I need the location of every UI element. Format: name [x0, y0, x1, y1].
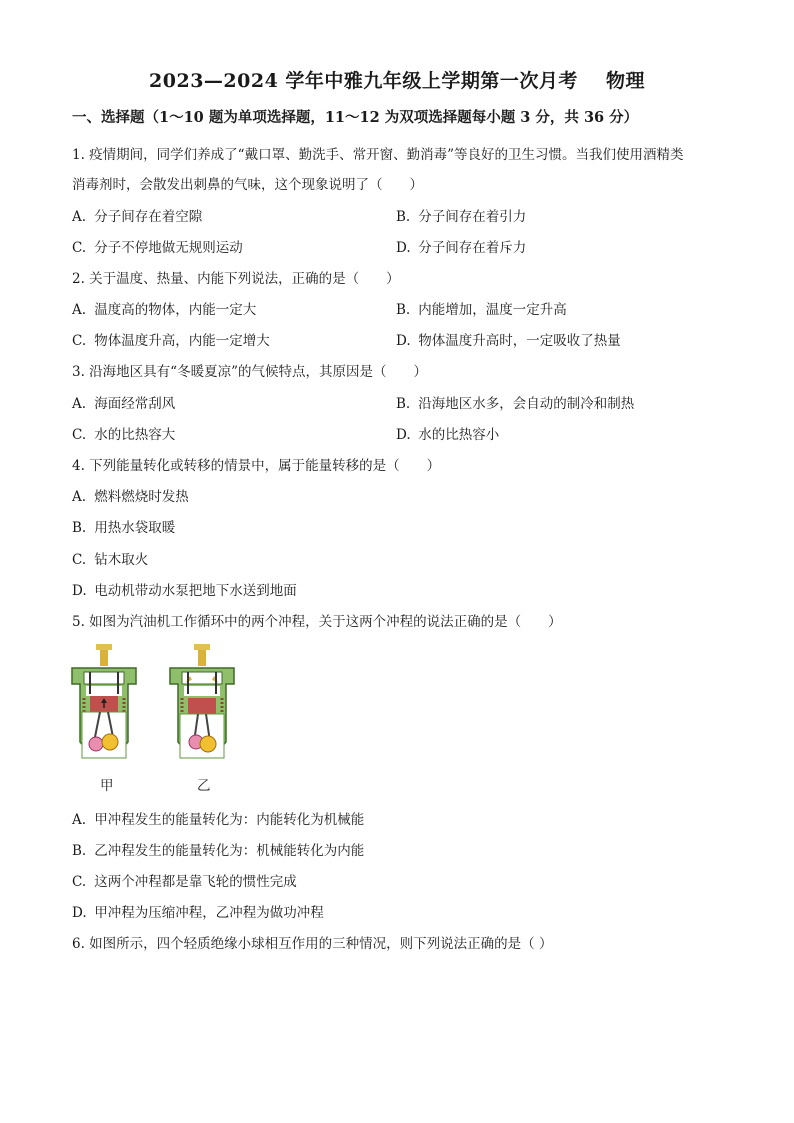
q4-option-c: C. 钻木取火 — [72, 552, 149, 568]
q1-stem-line-2: 消毒剂时，会散发出刺鼻的气味，这个现象说明了（ ） — [72, 177, 423, 193]
q5-option-c: C. 这两个冲程都是靠飞轮的惯性完成 — [72, 874, 297, 890]
q3-stem: 3. 沿海地区具有“冬暖夏凉”的气候特点，其原因是（ ） — [72, 364, 427, 380]
q2-option-d: D. 物体温度升高时，一定吸收了热量 — [396, 333, 621, 349]
q5-option-a: A. 甲冲程发生的能量转化为：内能转化为机械能 — [72, 812, 365, 828]
q3-option-d: D. 水的比热容小 — [396, 427, 500, 443]
q1-option-a: A. 分子间存在着空隙 — [72, 209, 203, 225]
q3-option-b: B. 沿海地区水多，会自动的制冷和制热 — [396, 396, 635, 412]
q1-stem-line-1: 1. 疫情期间，同学们养成了“戴口罩、勤洗手、常开窗、勤消毒”等良好的卫生习惯。当我们使用酒精类 — [72, 147, 684, 163]
page-title — [0, 66, 794, 93]
piston-icon — [188, 698, 216, 714]
q5-stem: 5. 如图为汽油机工作循环中的两个冲程，关于这两个冲程的说法正确的是（ ） — [72, 614, 562, 630]
spark-plug-icon — [100, 650, 108, 666]
q5-option-b: B. 乙冲程发生的能量转化为：机械能转化为内能 — [72, 843, 365, 859]
section-heading: 一、选择题（1～10 题为单项选择题，11～12 为双项选择题每小题 3 分，共 36 分） — [72, 109, 639, 126]
q4-option-a: A. 燃料燃烧时发热 — [72, 489, 189, 505]
q3-option-a: A. 海面经常刮风 — [72, 396, 176, 412]
q2-option-b: B. 内能增加，温度一定升高 — [396, 302, 567, 318]
spark-plug-icon — [198, 650, 206, 666]
engine-jia-diagram — [72, 644, 136, 758]
q2-option-c: C. 物体温度升高，内能一定增大 — [72, 333, 270, 349]
q2-stem: 2. 关于温度、热量、内能下列说法，正确的是（ ） — [72, 271, 400, 287]
q5-option-d: D. 甲冲程为压缩冲程，乙冲程为做功冲程 — [72, 905, 324, 921]
q4-option-d: D. 电动机带动水泵把地下水送到地面 — [72, 583, 297, 599]
engine-stroke-figure — [66, 642, 256, 792]
q4-option-b: B. 用热水袋取暖 — [72, 520, 176, 536]
q2-option-a: A. 温度高的物体，内能一定大 — [72, 302, 257, 318]
exam-title: 2023—2024 学年中雅九年级上学期第一次月考 — [149, 70, 578, 92]
figure-label-yi: 乙 — [197, 778, 211, 794]
q1-option-d: D. 分子间存在着斥力 — [396, 240, 527, 256]
engine-yi-diagram — [170, 644, 234, 758]
q1-option-b: B. 分子间存在着引力 — [396, 209, 527, 225]
crank-icon — [89, 737, 103, 751]
figure-label-jia: 甲 — [100, 778, 114, 794]
subject-label: 物理 — [605, 70, 645, 92]
q1-option-c: C. 分子不停地做无规则运动 — [72, 240, 243, 256]
q4-stem: 4. 下列能量转化或转移的情景中，属于能量转移的是（ ） — [72, 458, 441, 474]
q3-option-c: C. 水的比热容大 — [72, 427, 176, 443]
q6-stem: 6. 如图所示，四个轻质绝缘小球相互作用的三种情况，则下列说法正确的是（ ） — [72, 936, 553, 952]
